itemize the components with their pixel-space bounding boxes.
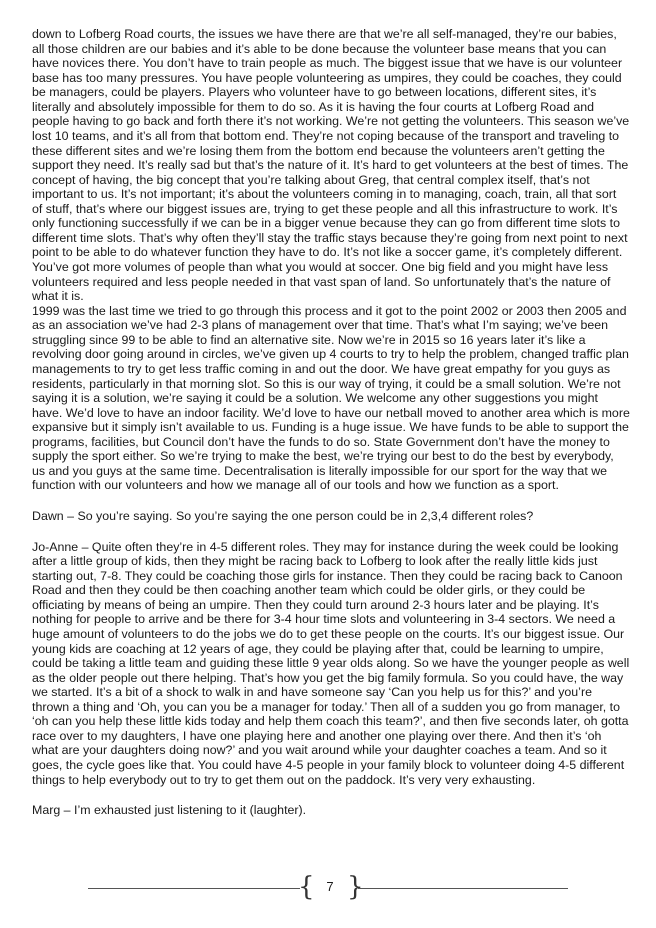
document-page [32, 27, 630, 818]
page-footer [0, 872, 656, 902]
paragraph-spacer [32, 493, 630, 509]
footer-rule-left [88, 888, 300, 889]
marg-comment: Marg – I’m exhausted just listening to it (laughter). [32, 803, 307, 818]
left-brace-ornament: { [298, 872, 315, 902]
jo-anne-answer: Jo-Anne – Quite often they’re in 4-5 different roles. They may for instance during the week could be looking after a little group of kids, then they might be racing back to Lofberg to look after the really little kids just starting out, 7-8. They could be coaching those girls for instance. Then they could be racing back to Canoon Road and then they could be then coaching another team which could be older girls, or they could be officiating by means of being an umpire. Then they could turn around 2-3 hours later and be playing. It’s nothing for people to arrive and be there for 3-4 hour time slots and volunteering in 3-4 sectors. We need a huge amount of volunteers to do the jobs we do to get these people on the courts. It’s our biggest issue. Our young kids are coaching at 12 years of age, they could be playing after that, could be learning to umpire, could be taking a little team and guiding these little 9 year olds along. So we have the younger people as well as the older people out there helping. That’s how you get the big family formula. So you could have, the way we started. It’s a bit of a shock to walk in and have someone say ‘Can you help us for this?’ and you’re thrown a thing and ‘Oh, you can you be a manager for today.’ Then all of a sudden you go from manager, to ‘oh can you help these little kids today and help them coach this team?’, and then five seconds later, oh gotta race over to my daughters, I have one playing here and another one playing over there. And then it’s ‘oh what are your daughters doing now?’ and you wait around while your daughter coaches a team. And so it goes, the cycle goes like that. You could have 4-5 people in your family block to volunteer doing 4-5 different things to help everybody out to try to get them out on the paddock. It’s very very exhausting. [32, 539, 630, 787]
body-paragraph-volunteers: down to Lofberg Road courts, the issues we have there are that we’re all self-managed, they’re our babies, all those children are our babies and it’s able to be done because the volunteer base means that you can have novices there. You don’t have to train people as much. The biggest issue that we have is our volunteer base has too many pressures. You have people volunteering as umpires, they could be coaches, they could be managers, could be players. Players who volunteer have to go between locations, different sites, it’s literally and absolutely impossible for them to do so. As it is having the four courts at Lofberg Road and people having to go back and forth there it’s not working. We’re not getting the volunteers. This season we’ve lost 10 teams, and it’s all from that bottom end. They’re not coping because of the transport and traveling to these different sites and we’re losing them from the bottom end because the volunteers aren’t getting the support they need. It’s really sad but that’s the nature of it. It’s hard to get volunteers at the best of times. The concept of having, the big concept that you’re talking about Greg, that central complex itself, that’s not important to us. It’s not important; it’s about the volunteers coming in to managing, coach, train, all that sort of stuff, that’s where our biggest issues are, trying to get these people and all this infrastructure to work. It’s only functioning successfully if we can be in a bigger venue because they can go from different time slots to different time slots. That’s why often they’ll stay the traffic stays because they’re going from next point to next point to be able to do whatever function they have to do. It’s not like a soccer game, it’s completely different. You’ve got more volumes of people than what you would at soccer. One big field and you might have less volunteers required and less people needed in that vast span of land. So unfortunately that’s the nature of what it is. [32, 27, 630, 304]
right-brace-ornament: } [347, 872, 364, 902]
dawn-question: Dawn – So you’re saying. So you’re saying the one person could be in 2,3,4 different roles? [32, 509, 534, 523]
paragraph-spacer [32, 524, 630, 540]
paragraph-spacer [32, 787, 630, 803]
page-number: 7 [326, 879, 334, 894]
body-paragraph-history: 1999 was the last time we tried to go through this process and it got to the point 2002 or 2003 then 2005 and as an association we’ve had 2-3 plans of management over that time. That’s what I’m saying; we’ve been struggling since 99 to be able to find an alternative site. Now we’re in 2015 so 16 years later it’s like a revolving door going around in circles, we’ve given up 4 courts to try to help the problem, changed traffic plan managements to try to get less traffic coming in and out the door. We have great empathy for you guys as residents, particularly in that morning slot. So this is our way of trying, it could be a small solution. We’re not saying it is a solution, we’re saying it could be a solution. We welcome any other suggestions you might have. We’d love to have an indoor facility. We’d love to have our netball moved to another area which is more expansive but it simply isn’t available to us. Funding is a huge issue. We have funds to be able to support the programs, facilities, but Council don’t have the funds to do so. State Government don’t have the money to supply the sport either. So we’re trying to make the best, we’re trying our best to do the best by everybody, us and you guys at the same time. Decentralisation is literally impossible for our sport for the way that we function with our volunteers and how we manage all of our tools and how we function as a sport. [32, 303, 630, 493]
footer-rule-right [358, 888, 568, 889]
